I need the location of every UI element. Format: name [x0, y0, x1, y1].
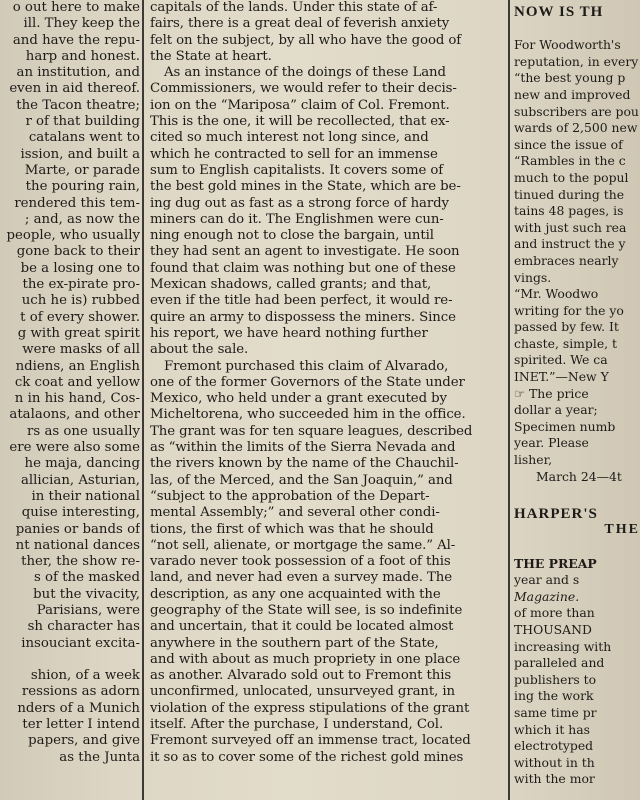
center-column-line: the rivers known by the name of the Chauchil-: [150, 456, 459, 472]
left-column-line: as the Junta: [59, 749, 140, 765]
center-column-line: The grant was for ten square leagues, described: [150, 423, 473, 439]
center-column-line: las, of the Merced, and the San Joaquin,” and: [150, 472, 453, 488]
right-column-line: ing the work: [514, 688, 594, 704]
center-column-line: as another. Alvarado sold out to Fremont this: [150, 668, 452, 684]
right-column-line: with just such rea: [514, 219, 627, 235]
right-column-line: [514, 539, 640, 556]
right-text-column: [514, 0, 640, 800]
left-column-line: insouciant excita-: [21, 635, 140, 651]
center-column-line: tions, the first of which was that he should: [150, 521, 434, 537]
right-column-line: since the issue of: [514, 136, 623, 152]
center-column-line: Mexico, who held under a grant executed by: [150, 391, 447, 407]
center-column-line: ning enough not to close the bargain, until: [150, 228, 434, 244]
center-column-line: cited so much interest not long since, and: [150, 130, 429, 146]
left-column-line: ere were also some: [9, 440, 140, 456]
center-column-line: which he contracted to sell for an immense: [150, 146, 438, 162]
right-column-line: much to the popul: [514, 169, 629, 185]
center-column-line: Fremont surveyed off an immense tract, located: [150, 733, 471, 749]
right-column-line: ☞ The price: [514, 385, 589, 401]
right-column-line: increasing with: [514, 638, 612, 654]
center-column-line: Commissioners, we would refer to their decis-: [150, 81, 457, 97]
left-column-line: r of that building: [25, 114, 140, 130]
right-column-line: publishers to: [514, 671, 597, 687]
right-column-line: with the mor: [514, 771, 595, 787]
left-column-line: in their national: [31, 488, 140, 504]
left-column-line: ; and, as now the: [24, 211, 140, 227]
center-column-line: Mexican shadows, called grants; and that,: [150, 277, 432, 293]
center-column-line: it so as to cover some of the richest gold mines: [150, 749, 464, 765]
left-column-line: harp and honest.: [25, 48, 140, 64]
right-column-line: tains 48 pages, is: [514, 203, 624, 219]
left-column-line: be a losing one to: [20, 260, 140, 276]
left-column-line: panies or bands of: [15, 521, 140, 537]
left-column-line: s of the masked: [33, 570, 140, 586]
left-column-line: Marte, or parade: [24, 162, 140, 178]
left-column-line: o out here to make: [12, 0, 140, 15]
center-column-line: they had sent an agent to investigate. He soon: [150, 244, 460, 260]
right-column-line: new and improved: [514, 86, 631, 102]
center-column-line: miners can do it. The Englishmen were cun-: [150, 211, 444, 227]
center-column-line: violation of the express stipulations of the grant: [150, 700, 470, 716]
center-column-line: and with about as much propriety in one place: [150, 651, 461, 667]
left-column-line: he maja, dancing: [24, 456, 140, 472]
left-column-line: g with great spirit: [17, 325, 140, 341]
left-column-line: the ex-pirate pro-: [22, 277, 140, 293]
right-column-line: electrotyped: [514, 738, 594, 754]
left-column-line: quise interesting,: [21, 505, 140, 521]
left-column-line: ther, the show re-: [21, 554, 140, 570]
right-column-line: THE: [604, 522, 640, 538]
center-column-line: itself. After the purchase, I understand, Col.: [150, 717, 444, 733]
left-column-line: ter letter I intend: [22, 717, 140, 733]
left-column-line: shion, of a week: [30, 668, 140, 684]
center-column-line: unconfirmed, unlocated, unsurveyed grant, in: [150, 684, 455, 700]
right-column-line: reputation, in every: [514, 53, 639, 69]
center-column-line: varado never took possession of a foot of this: [150, 554, 451, 570]
right-column-line: HARPER'S: [514, 505, 598, 522]
center-column-line: even if the title had been perfect, it would re-: [150, 293, 453, 309]
left-column-line: nt national dances: [15, 537, 140, 553]
right-column-line: subscribers are pou: [514, 103, 639, 119]
left-column-line: ck coat and yellow: [14, 374, 140, 390]
left-column-line: sh character has: [27, 619, 140, 635]
right-column-line: embraces nearly: [514, 252, 619, 268]
center-column-line: geography of the State will see, is so indefinite: [150, 602, 463, 618]
left-column-line: allician, Asturian,: [21, 472, 140, 488]
center-column-line: his report, we have heard nothing further: [150, 325, 428, 341]
center-column-line: As an instance of the doings of these Land: [164, 65, 446, 81]
right-column-line: paralleled and: [514, 655, 605, 671]
center-column-line: about the sale.: [150, 342, 249, 358]
right-column-line: year and s: [514, 572, 580, 588]
right-column-line: dollar a year;: [514, 402, 598, 418]
right-column-line: year. Please: [514, 435, 589, 451]
left-column-line: rendered this tem-: [14, 195, 140, 211]
center-column-line: found that claim was nothing but one of these: [150, 260, 456, 276]
left-column-line: were masks of all: [22, 342, 140, 358]
center-column-line: ing dug out as fast as a strong force of hardy: [150, 195, 449, 211]
left-column-line: atalaons, and other: [9, 407, 140, 423]
right-column-line: which it has: [514, 721, 591, 737]
right-column-line: “Mr. Woodwo: [514, 286, 599, 302]
center-column-line: description, as any one acquainted with the: [150, 586, 441, 602]
left-column-line: and have the repu-: [12, 32, 140, 48]
center-column-line: “subject to the approbation of the Depart-: [150, 488, 430, 504]
center-column-line: land, and never had even a survey made. The: [150, 570, 452, 586]
right-column-line: THOUSAND: [514, 621, 592, 637]
right-column-line: [514, 21, 640, 38]
left-column-line: ndiens, an English: [15, 358, 140, 374]
left-column-line: ressions as adorn: [21, 684, 140, 700]
left-column-line: catalans went to: [28, 130, 140, 146]
left-column-line: people, who usually: [6, 228, 140, 244]
right-column-line: Magazine.: [514, 588, 580, 604]
center-column-line: “not sell, alienate, or mortgage the same.” Al-: [150, 537, 456, 553]
right-column-line: without in th: [514, 754, 595, 770]
left-column-line: ission, and built a: [20, 146, 140, 162]
right-column-line: chaste, simple, t: [514, 335, 618, 351]
center-column-line: This is the one, it will be recollected, that ex-: [150, 114, 450, 130]
center-column-line: one of the former Governors of the State under: [150, 374, 465, 390]
left-column-line: papers, and give: [28, 733, 140, 749]
center-column-line: as “within the limits of the Sierra Nevada and: [150, 440, 456, 456]
center-column-line: Fremont purchased this claim of Alvarado,: [164, 358, 449, 374]
right-column-line: spirited. We ca: [514, 352, 608, 368]
center-column-line: and uncertain, that it could be located almost: [150, 619, 454, 635]
right-column-line: NOW IS TH: [514, 4, 604, 20]
center-column-line: mental Assembly;” and several other condi-: [150, 505, 440, 521]
right-column-line: writing for the yo: [514, 302, 624, 318]
right-column-line: vings.: [514, 269, 552, 285]
right-column-line: lisher,: [514, 452, 553, 468]
center-column-line: sum to English capitalists. It covers some of: [150, 162, 444, 178]
center-column-line: anywhere in the southern part of the State,: [150, 635, 439, 651]
left-column-line: [0, 652, 140, 668]
right-column-line: “the best young p: [514, 70, 626, 86]
left-column-line: the pouring rain,: [25, 179, 140, 195]
left-column-line: Parisians, were: [36, 602, 140, 618]
right-column-line: “Rambles in the c: [514, 153, 626, 169]
left-column-line: an institution, and: [16, 65, 140, 81]
right-column-line: and instruct the y: [514, 236, 626, 252]
right-column-line: INET.”—New Y: [514, 369, 609, 385]
left-column-line: nders of a Munich: [17, 700, 140, 716]
right-column-line: tinued during the: [514, 186, 625, 202]
center-column-line: capitals of the lands. Under this state of af-: [150, 0, 438, 15]
left-column-line: uch he is) rubbed: [21, 293, 140, 309]
left-column-line: gone back to their: [16, 244, 140, 260]
right-column-line: March 24—4t: [536, 468, 622, 484]
left-column-line: rs as one usually: [27, 423, 140, 439]
right-column-line: THE PREAP: [514, 555, 597, 571]
center-column-line: ion on the “Mariposa” claim of Col. Fremont.: [150, 97, 450, 113]
right-column-line: same time pr: [514, 704, 597, 720]
right-column-line: passed by few. It: [514, 319, 619, 335]
center-column-line: felt on the subject, by all who have the good of: [150, 32, 462, 48]
right-column-line: of more than: [514, 605, 595, 621]
left-column-line: ill. They keep the: [23, 16, 140, 32]
right-column-line: For Woodworth's: [514, 37, 621, 53]
center-column-line: quire an army to dispossess the miners. Since: [150, 309, 456, 325]
left-column-line: the Tacon theatre;: [16, 97, 140, 113]
left-column-line: n in his hand, Cos-: [14, 391, 140, 407]
right-column-line: Specimen numb: [514, 418, 616, 434]
right-column-line: [514, 485, 640, 502]
center-column-line: Micheltorena, who succeeded him in the office.: [150, 407, 466, 423]
center-column-line: the State at heart.: [150, 48, 272, 64]
center-text-column: [150, 0, 508, 800]
left-text-column: [0, 0, 140, 800]
left-column-line: t of every shower.: [20, 309, 140, 325]
left-column-line: even in aid thereof.: [9, 81, 140, 97]
left-column-line: but the vivacity,: [33, 586, 140, 602]
center-column-line: the best gold mines in the State, which are be-: [150, 179, 461, 195]
column-rule-right: [508, 0, 510, 800]
center-column-line: fairs, there is a great deal of feverish anxiety: [150, 16, 450, 32]
right-column-line: wards of 2,500 new: [514, 120, 638, 136]
column-rule-left: [142, 0, 144, 800]
